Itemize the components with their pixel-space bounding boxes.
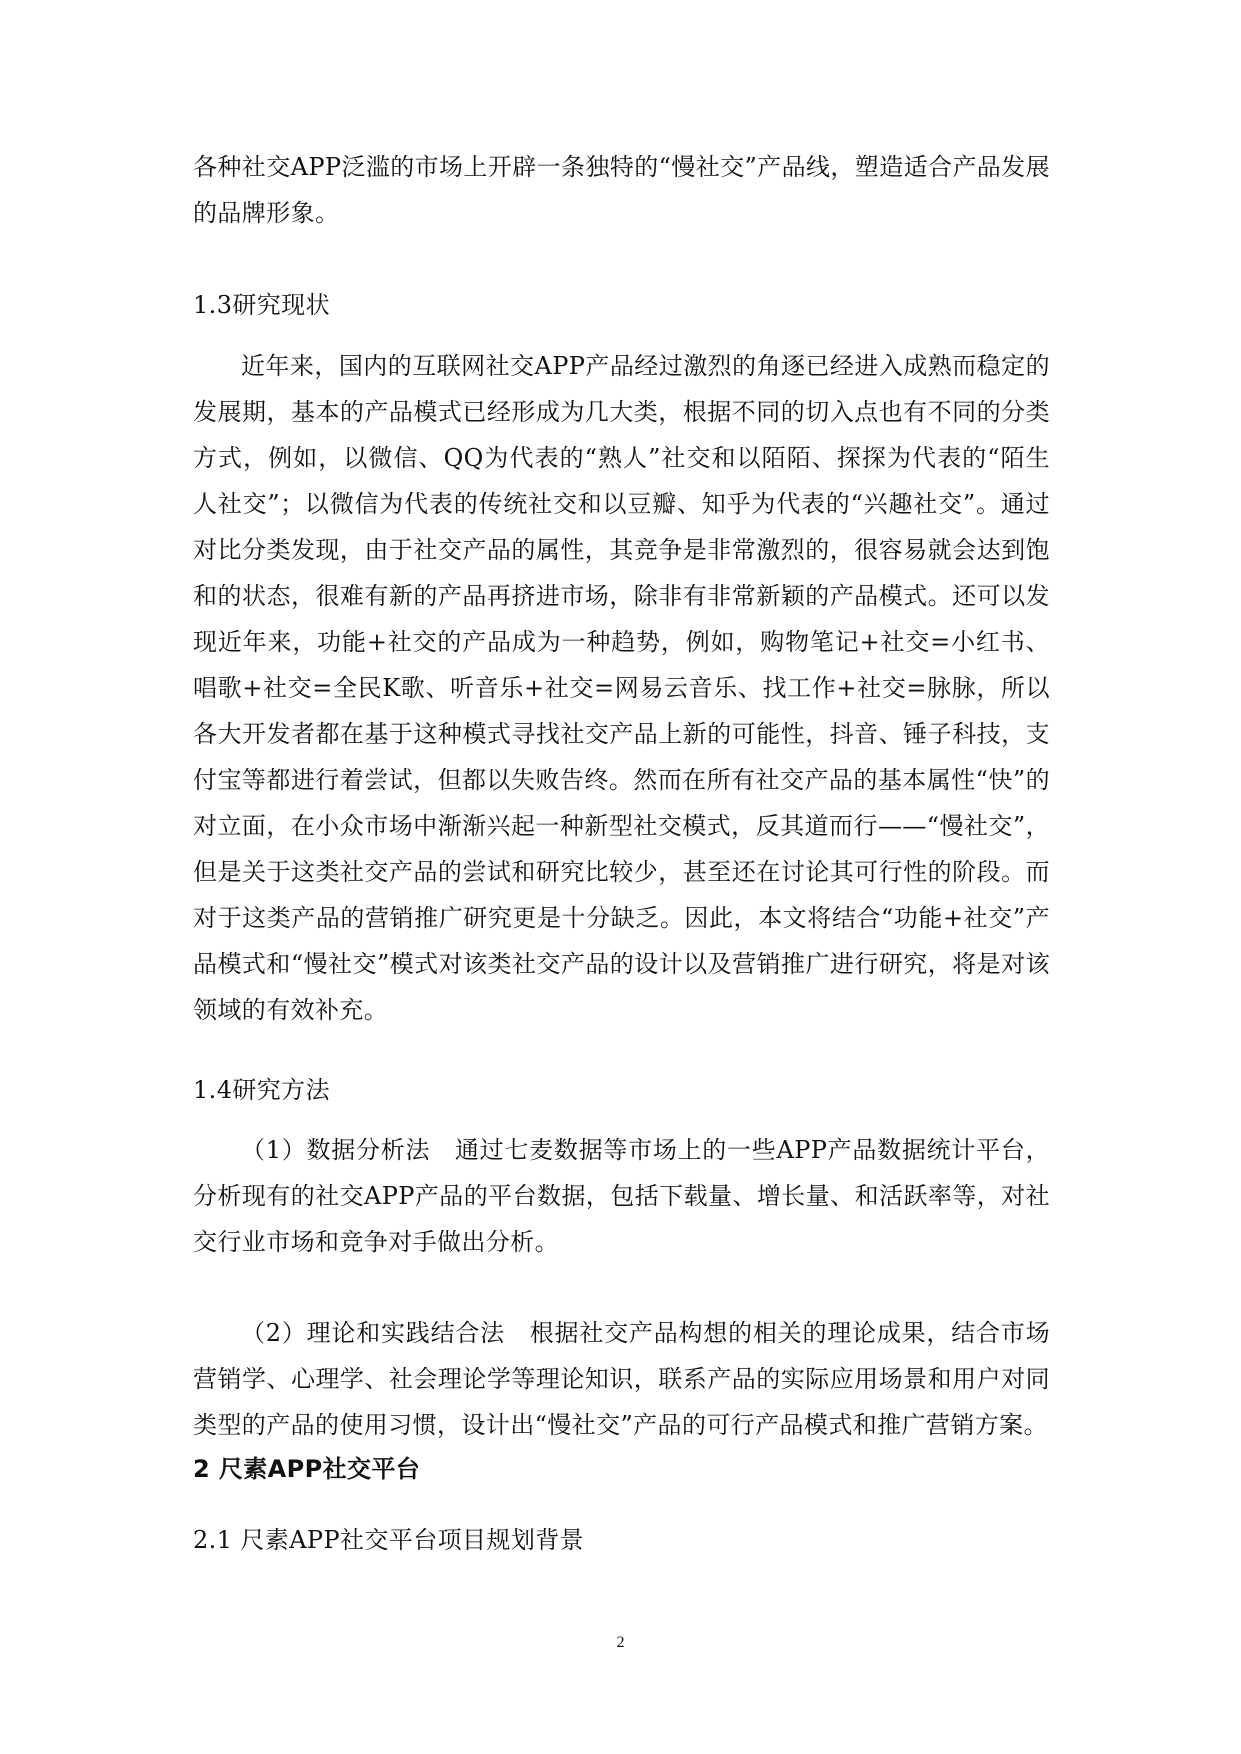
section-heading-1-3: 1.3研究现状 [193, 291, 330, 319]
page-number: 2 [616, 1634, 625, 1651]
paragraph-method-data-analysis: （1）数据分析法 通过七麦数据等市场上的一些APP产品数据统计平台，分析现有的社交APP产品的平台数据，包括下载量、增长量、和活跃率等，对社交行业市场和竞争对手做出分析。 [193, 1136, 1050, 1256]
paragraph-research-status: 近年来，国内的互联网社交APP产品经过激烈的角逐已经进入成熟而稳定的发展期，基本的产品模式已经形成为几大类，根据不同的切入点也有不同的分类方式，例如，以微信、QQ为代表的“熟人”社交和以陌陌、探探为代表的“陌生人社交”；以微信为代表的传统社交和以豆瓣、知乎为代表的“兴趣社交”。通过对比分类发现，由于社交产品的属性，其竞争是非常激烈的，很容易就会达到饱和的状态，很难有新的产品再挤进市场，除非有非常新颖的产品模式。还可以发现近年来，功能+社交的产品成为一种趋势，例如，购物笔记+社交=小红书、唱歌+社交=全民K歌、听音乐+社交=网易云音乐、找工作+社交=脉脉，所以各大开发者都在基于这种模式寻找社交产品上新的可能性，抖音、锤子科技，支付宝等都进行着尝试，但都以失败告终。然而在所有社交产品的基本属性“快”的对立面，在小众市场中渐渐兴起一种新型社交模式，反其道而行——“慢社交”，但是关于这类社交产品的尝试和研究比较少，甚至还在讨论其可行性的阶段。而对于这类产品的营销推广研究更是十分缺乏。因此，本文将结合“功能+社交”产品模式和“慢社交”模式对该类社交产品的设计以及营销推广进行研究，将是对该领域的有效补充。 [193, 352, 1050, 1024]
section-heading-1-4: 1.4研究方法 [193, 1076, 330, 1104]
section-heading-2-1: 2.1 尺素APP社交平台项目规划背景 [193, 1526, 585, 1554]
paragraph-method-theory-practice: （2）理论和实践结合法 根据社交产品构想的相关的理论成果，结合市场营销学、心理学、社会理论学等理论知识，联系产品的实际应用场景和用户对同类型的产品的使用习惯，设计出“慢社交”产品的可行产品模式和推广营销方案。 [193, 1319, 1050, 1439]
chapter-heading-2: 2 尺素APP社交平台 [193, 1455, 421, 1483]
paragraph-intro-continuation: 各种社交APP泛滥的市场上开辟一条独特的“慢社交”产品线，塑造适合产品发展的品牌形象。 [193, 153, 1050, 227]
